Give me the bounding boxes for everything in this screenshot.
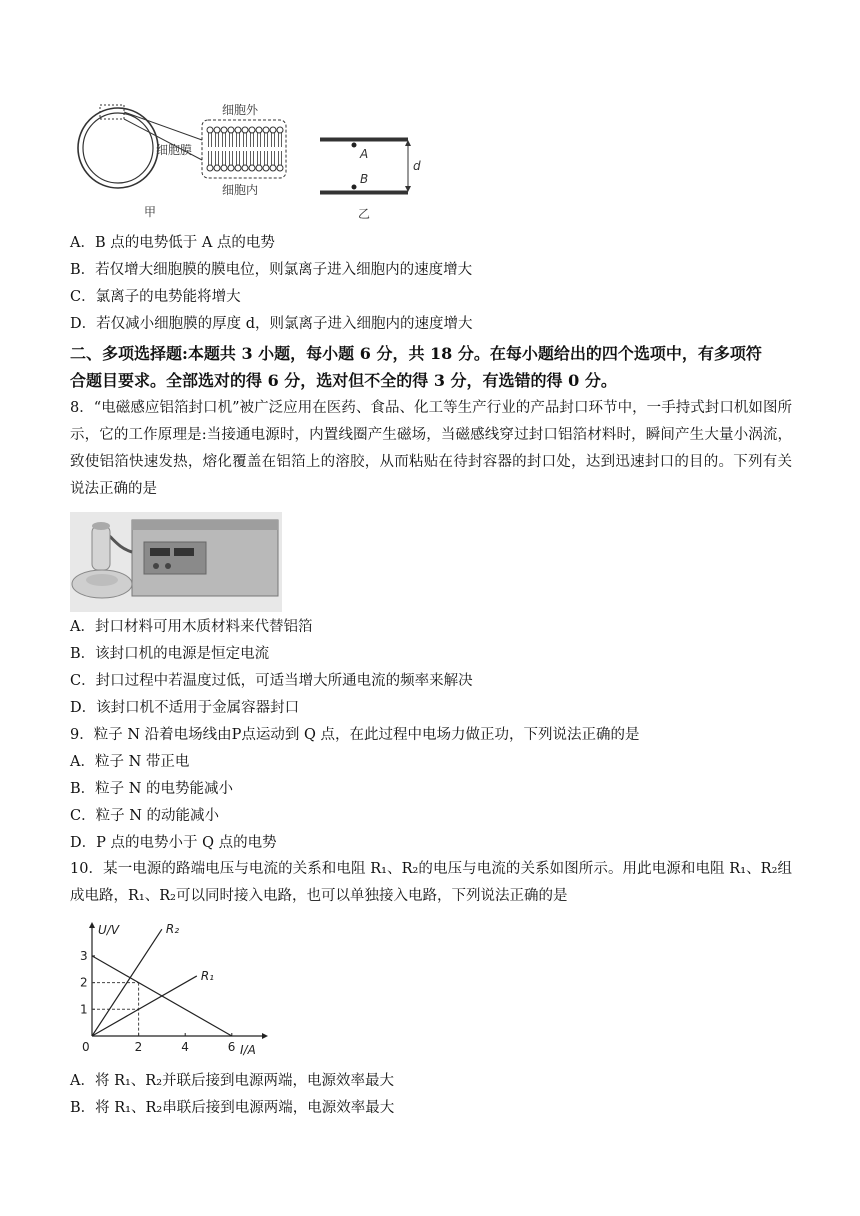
outside-label: 细胞外	[222, 103, 259, 117]
q9-option-d: D．P 点的电势小于 Q 点的电势	[70, 835, 277, 851]
lipid-tail	[251, 151, 254, 165]
q7-option-d: D．若仅减小细胞膜的厚度 d，则氯离子进入细胞内的速度增大	[70, 316, 473, 332]
x-tick-label: 4	[181, 1040, 189, 1054]
lipid-head	[277, 127, 283, 133]
lipid-tail	[279, 133, 282, 147]
lipid-tail	[209, 151, 212, 165]
lipid-head	[249, 165, 255, 171]
lipid-tail	[272, 133, 275, 147]
membrane-label: 细胞膜	[156, 143, 193, 157]
lipid-tail	[279, 151, 282, 165]
lipid-tail	[258, 133, 261, 147]
q7-option-a: A．B 点的电势低于 A 点的电势	[70, 235, 275, 251]
lipid-head	[235, 127, 241, 133]
lipid-head	[207, 127, 213, 133]
q9-stem: 9．粒子 N 沿着电场线由P点运动到 Q 点，在此过程中电场力做正功，下列说法正确的是	[70, 727, 640, 743]
point-b	[352, 185, 357, 190]
lipid-bilayer	[207, 127, 283, 171]
point-b-label: B	[360, 172, 369, 186]
label-jia: 甲	[144, 205, 157, 219]
lipid-head	[214, 127, 220, 133]
series-label: R₂	[165, 922, 180, 937]
lipid-head	[263, 165, 269, 171]
section2-heading-line2: 合题目要求。全部选对的得 6 分，选对但不全的得 3 分，有选错的得 0 分。	[70, 371, 617, 390]
lipid-head	[242, 127, 248, 133]
ui-graph	[70, 914, 270, 1064]
q10-option-a: A．将 R₁、R₂并联后接到电源两端，电源效率最大	[70, 1073, 395, 1089]
lipid-tail	[230, 151, 233, 165]
label-yi: 乙	[358, 207, 371, 221]
lipid-head	[235, 165, 241, 171]
q8-option-c: C．封口过程中若温度过低，可适当增大所通电流的频率来解决	[70, 673, 473, 689]
section2-heading-line1: 二、多项选择题:本题共 3 小题，每小题 6 分，共 18 分。在每小题给出的四个选项中，有多项符	[70, 344, 762, 363]
q10-option-b: B．将 R₁、R₂串联后接到电源两端，电源效率最大	[70, 1100, 395, 1116]
y-axis-arrow	[89, 922, 95, 928]
q8-stem: 8．“电磁感应铝箔封口机”被广泛应用在医药、食品、化工等生产行业的产品封口环节中，一手持式封口机如图所示，它的工作原理是:当接通电源时，内置线圈产生磁场，当磁感线穿过封口铝箔材料时，瞬间产生大量小涡流，致使铝箔快速发热，熔化覆盖在铝箔上的溶胶，从而粘贴在待封容器的封口处，达到迅速封口的目的。下列有关说法正确的是	[70, 400, 792, 497]
lipid-head	[221, 165, 227, 171]
lipid-tail	[230, 133, 233, 147]
lipid-head	[263, 127, 269, 133]
lipid-tail	[216, 133, 219, 147]
lipid-tail	[223, 133, 226, 147]
lipid-tail	[265, 133, 268, 147]
membrane-figure	[70, 98, 430, 228]
distance-label: d	[413, 159, 421, 173]
lipid-head	[221, 127, 227, 133]
lipid-tail	[244, 133, 247, 147]
sealing-machine-image	[70, 512, 282, 612]
lipid-tail	[265, 151, 268, 165]
x-axis-label: I/A	[240, 1043, 256, 1057]
q10-stem: 10．某一电源的路端电压与电流的关系和电阻 R₁、R₂的电压与电流的关系如图所示。用此电源和电阻 R₁、R₂组成电路，R₁、R₂可以同时接入电路，也可以单独接入电路，下列说法正确的是	[70, 861, 792, 904]
zoom-box	[100, 105, 124, 119]
q9-option-c: C．粒子 N 的动能减小	[70, 808, 219, 824]
q9-option-b: B．粒子 N 的电势能减小	[70, 781, 234, 797]
lipid-head	[228, 165, 234, 171]
origin-label: 0	[82, 1040, 90, 1054]
inside-label: 细胞内	[222, 183, 259, 197]
machine-panel	[144, 542, 206, 574]
series-label: R₁	[200, 968, 215, 983]
cell-inner-ring	[83, 113, 153, 183]
lipid-head	[207, 165, 213, 171]
x-tick-label: 6	[227, 1040, 236, 1054]
x-axis-arrow	[262, 1033, 268, 1039]
lipid-tail	[251, 133, 254, 147]
q9-option-a: A．粒子 N 带正电	[70, 754, 190, 770]
q8-option-a: A．封口材料可用木质材料来代替铝箔	[70, 619, 313, 635]
y-tick-label: 1	[80, 1002, 88, 1017]
lipid-tail	[237, 151, 240, 165]
lipid-tail	[209, 133, 212, 147]
lipid-head	[242, 165, 248, 171]
lipid-head	[214, 165, 220, 171]
lipid-head	[270, 165, 276, 171]
lipid-head	[249, 127, 255, 133]
lipid-head	[277, 165, 283, 171]
y-axis-label: U/V	[98, 923, 120, 937]
lipid-tail	[244, 151, 247, 165]
y-tick-label: 3	[80, 948, 88, 963]
q7-option-c: C．氯离子的电势能将增大	[70, 289, 241, 305]
q8-option-b: B．该封口机的电源是恒定电流	[70, 646, 270, 662]
lipid-head	[228, 127, 234, 133]
point-a	[352, 143, 357, 148]
lipid-head	[256, 165, 262, 171]
series-line-2	[92, 976, 197, 1036]
lipid-tail	[272, 151, 275, 165]
q7-option-b: B．若仅增大细胞膜的膜电位，则氯离子进入细胞内的速度增大	[70, 262, 473, 278]
lipid-head	[256, 127, 262, 133]
x-tick-label: 2	[134, 1040, 143, 1054]
q8-option-d: D．该封口机不适用于金属容器封口	[70, 700, 300, 716]
y-tick-label: 2	[80, 975, 88, 990]
lipid-head	[270, 127, 276, 133]
lipid-tail	[216, 151, 219, 165]
handheld-head	[92, 526, 110, 570]
lipid-tail	[237, 133, 240, 147]
lipid-tail	[223, 151, 226, 165]
point-a-label: A	[360, 147, 369, 161]
lipid-tail	[258, 151, 261, 165]
